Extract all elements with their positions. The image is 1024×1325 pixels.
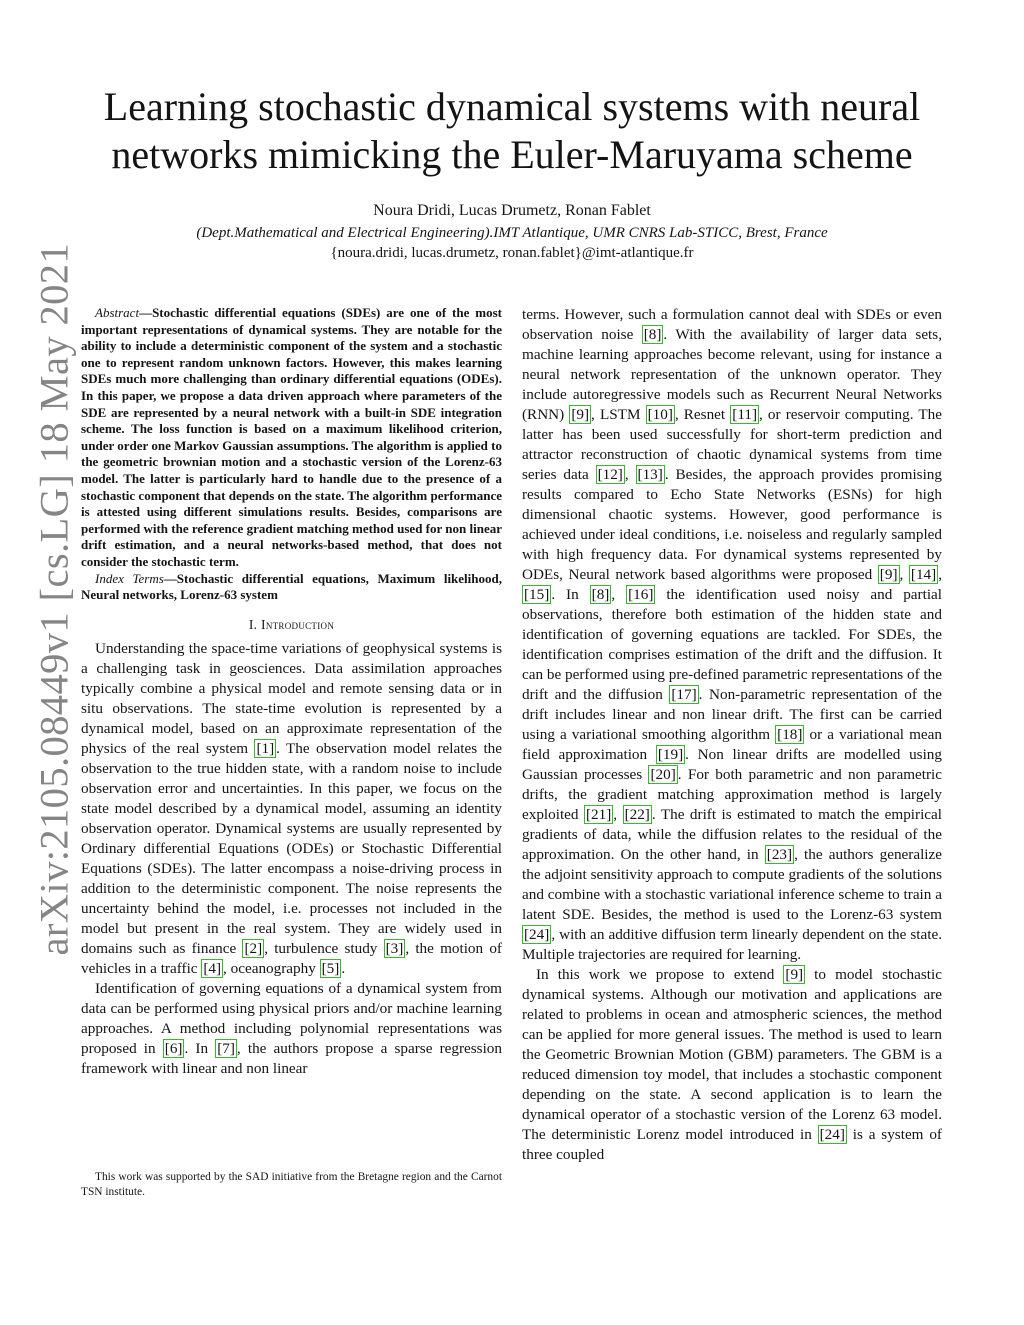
citation-link[interactable]: [13]	[637, 466, 663, 483]
paragraph-text: , the motion of vehicles in a traffic	[81, 939, 502, 977]
paragraph-text: . Non linear drifts are modelled using Gaussian processes	[522, 746, 942, 783]
paragraph-text: ,	[624, 466, 636, 483]
paragraph-text: , Resnet	[674, 406, 731, 423]
paragraph-text: terms. However, such a formulation cannot deal with SDEs or even observation noise	[522, 306, 942, 343]
paragraph-text: . Non-parametric representation of the drift includes linear and non linear drift. The first can be carried using a variational smoothing algorithm	[522, 686, 942, 743]
citation-link[interactable]: [14]	[910, 566, 937, 583]
citation-link[interactable]: [17]	[671, 686, 697, 703]
index-terms-label: Index Terms	[95, 570, 164, 586]
intro-paragraph-3	[522, 965, 942, 1165]
citation-link[interactable]: [8]	[643, 326, 662, 343]
right-column	[522, 305, 942, 1165]
paragraph-text: or a variational mean field approximation	[522, 726, 942, 763]
citation-link[interactable]: [21]	[585, 806, 612, 823]
citation-link[interactable]: [3]	[385, 939, 404, 957]
paragraph-text: Understanding the space-time variations of geophysical systems is a challenging task in geosciences. Data assimilation approaches typically combine a physical model and remote sensing data or in situ observations. The state-time evolution is represented by a dynamical model, based on an approximate representation of the physics of the real system	[81, 639, 502, 757]
citation-link[interactable]: [8]	[591, 586, 610, 603]
left-column	[81, 305, 502, 1079]
paragraph-text: . The drift is estimated to match the empirical gradients of data, while the diffusion relates to the residual of the approximation. On the other hand, in	[522, 806, 943, 863]
author-list: Noura Dridi, Lucas Drumetz, Ronan Fablet	[373, 202, 651, 219]
citation-link[interactable]: [6]	[164, 1039, 183, 1057]
footnote-text: This work was supported by the SAD initiative from the Bretagne region and the Carnot TSN institute.	[81, 1171, 502, 1198]
author-emails: {noura.dridi, lucas.drumetz, ronan.fablet}@imt-atlantique.fr	[330, 245, 694, 261]
abstract	[81, 305, 502, 571]
paragraph-text: , turbulence study	[264, 939, 384, 957]
paragraph-text: is a system of three coupled	[522, 1126, 942, 1163]
abstract-label: Abstract	[95, 305, 140, 320]
citation-link[interactable]: [9]	[785, 966, 804, 983]
citation-link[interactable]: [10]	[647, 406, 673, 423]
paragraph-text: to model stochastic dynamical systems. Although our motivation and applications are related to problems in ocean and atmospheric sciences, the method can be applied for more general issues. The method is used to learn the Geometric Brownian Motion (GBM) parameters. The GBM is a reduced dimension toy model, that includes a stochastic component depending on the state. A second application is to learn the dynamical operator of a stochastic version of the Lorenz 63 model. The deterministic Lorenz model introduced in	[522, 966, 942, 1143]
citation-link[interactable]: [15]	[524, 586, 550, 603]
citation-link[interactable]: [16]	[628, 586, 654, 603]
abstract-text: —Stochastic differential equations (SDEs) are one of the most important representations of dynamical systems. They are notable for the ability to include a deterministic component of the system and a stochastic one to represent random unknown factors. However, this makes learning SDEs much more challenging than ordinary differential equations (ODEs). In this paper, we propose a data driven approach where parameters of the SDE are represented by a neural network with a built-in SDE integration scheme. The loss function is based on a maximum likelihood criterion, under order one Markov Gaussian assumptions. The algorithm is applied to the geometric brownian motion and a stochastic version of the Lorenz-63 model. The latter is particularly hard to handle due to the presence of a stochastic component that depends on the state. The algorithm performance is attested using different simulations results. Besides, comparisons are performed with the reference gradient matching method used for non linear drift estimation, and a neural networks-based method, that does not consider the stochastic term.	[81, 305, 503, 569]
section-heading-introduction	[81, 615, 502, 635]
citation-link[interactable]: [20]	[650, 766, 676, 783]
citation-link[interactable]: [9]	[879, 566, 898, 583]
citation-link[interactable]: [5]	[321, 959, 340, 977]
citation-link[interactable]: [22]	[624, 806, 650, 823]
index-terms-text: —Stochastic differential equations, Maximum likelihood, Neural networks, Lorenz-63 system	[81, 570, 502, 603]
paper-title: Learning stochastic dynamical systems with neural networks mimicking the Euler-Maruyama scheme	[103, 84, 921, 177]
paragraph-text: In this work we propose to extend	[536, 966, 784, 983]
paragraph-text: Identification of governing equations of a dynamical system from data can be performed using physical priors and/or machine learning approaches. A method including polynomial representations was proposed in	[81, 979, 502, 1057]
citation-link[interactable]: [24]	[524, 926, 550, 943]
paragraph-text: . The observation model relates the observation to the true hidden state, with a random noise to include observation error and uncertainties. In this paper, we focus on the state model described by a dynamical model, assuming an identity observation operator. Dynamical systems are usually represented by Ordinary differential Equations (ODEs) or Stochastic Differential Equations (SDEs). The latter encompass a noise-driving process in addition to the deterministic component. The noise represents the uncertainty behind the model, i.e. processes not included in the model but present in the real system. They are widely used in domains such as finance	[81, 739, 503, 957]
arxiv-identifier: arXiv:2105.08449v1 [cs.LG] 18 May 2021	[31, 242, 77, 956]
paragraph-text: . In	[184, 1039, 216, 1057]
paragraph-text: , or reservoir computing. The latter has been used successfully for short-term prediction and attractor reconstruction of chaotic dynamical systems from time series data	[522, 406, 942, 483]
citation-link[interactable]: [1]	[256, 739, 275, 757]
paragraph-text: ,	[899, 566, 909, 583]
section-title: Introduction	[261, 616, 335, 632]
paragraph-text: . In	[551, 586, 590, 603]
citation-link[interactable]: [9]	[571, 406, 590, 423]
paragraph-text: , oceanography	[223, 959, 320, 977]
index-terms	[81, 571, 502, 604]
citation-link[interactable]: [2]	[244, 939, 263, 957]
paragraph-text: the identification used noisy and partial observations, therefore both estimation of the hidden state and identification of governing equations are tackled. For SDEs, the identification comprises estimation of the drift and the diffusion. It can be performed using pre-defined parametric representations of the drift and the diffusion	[522, 586, 943, 703]
paragraph-text: , the authors propose a sparse regression framework with linear and non linear	[81, 1039, 502, 1077]
paragraph-text: , with an additive diffusion term linearly dependent on the state. Multiple trajectories are required for learning.	[522, 926, 942, 963]
citation-link[interactable]: [7]	[217, 1039, 235, 1057]
paragraph-text: ,	[613, 806, 623, 823]
section-number: I.	[248, 616, 258, 632]
paragraph-text: ,	[611, 586, 627, 603]
intro-paragraph-continued	[522, 305, 942, 965]
citation-link[interactable]: [23]	[766, 846, 793, 863]
paragraph-text: , the authors generalize the adjoint sensitivity approach to compute gradients of the solutions and combine with a stochastic variational inference scheme to train a latent SDE. Besides, the method is used to the Lorenz-63 system	[522, 846, 942, 923]
funding-footnote	[81, 1170, 502, 1200]
paragraph-text: ,	[938, 566, 942, 583]
citation-link[interactable]: [12]	[597, 466, 623, 483]
paragraph-text: .	[341, 959, 346, 977]
intro-paragraph-1	[81, 639, 502, 979]
citation-link[interactable]: [19]	[657, 746, 684, 763]
author-affiliation: (Dept.Mathematical and Electrical Engineering).IMT Atlantique, UMR CNRS Lab-STICC, Brest, France	[196, 225, 828, 241]
citation-link[interactable]: [11]	[732, 406, 758, 423]
citation-link[interactable]: [4]	[203, 959, 222, 977]
paragraph-text: , LSTM	[591, 406, 646, 423]
paragraph-text: . With the availability of larger data sets, machine learning approaches become relevant, using for instance a neural network representation of the unknown operator. They include autoregressive models such as Recurrent Neural Networks (RNN)	[522, 326, 942, 423]
intro-paragraph-2	[81, 979, 502, 1079]
citation-link[interactable]: [18]	[777, 726, 803, 743]
paragraph-text: . Besides, the approach provides promising results compared to Echo State Networks (ESNs) for high dimensional chaotic systems. However, good performance is achieved under ideal conditions, i.e. noiseless and regularly sampled with high frequency data. For dynamical systems represented by ODEs, Neural network based algorithms were proposed	[522, 466, 942, 583]
citation-link[interactable]: [24]	[819, 1126, 845, 1143]
paragraph-text: . For both parametric and non parametric drifts, the gradient matching approximation method is largely exploited	[522, 766, 942, 823]
